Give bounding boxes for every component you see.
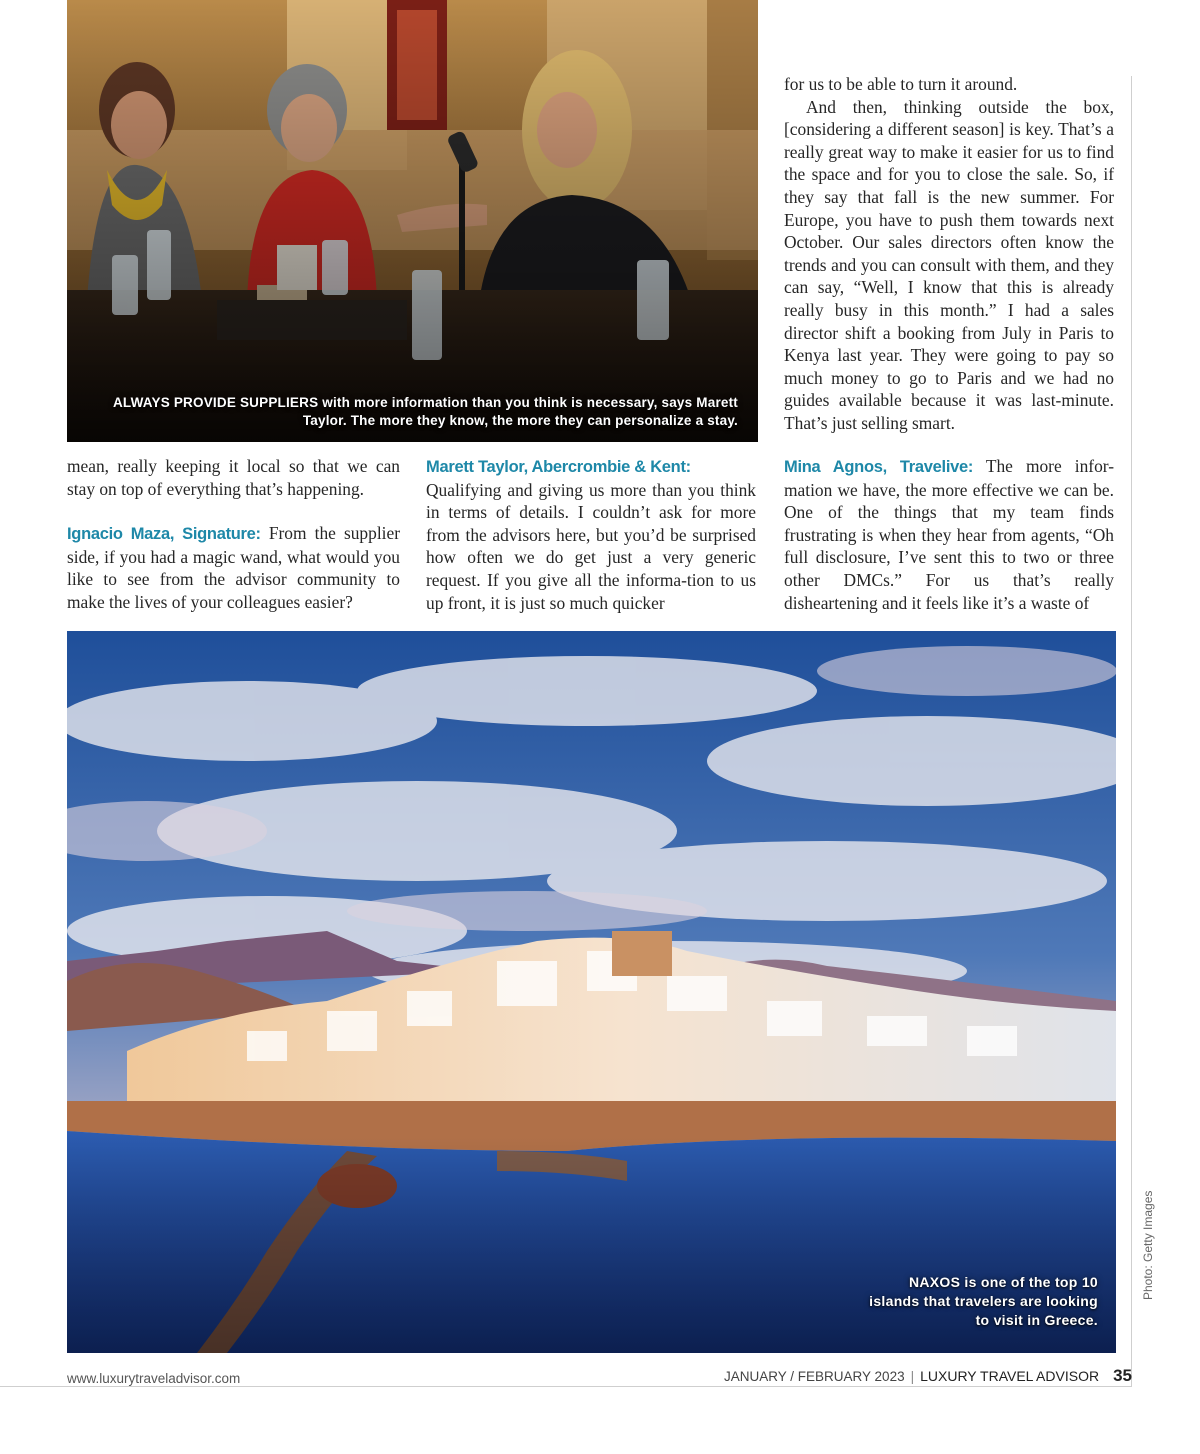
footer-rule — [0, 1386, 1132, 1387]
article-paragraph — [67, 522, 400, 613]
page-number: 35 — [1113, 1366, 1132, 1385]
article-column-1 — [67, 455, 400, 614]
footer-magazine-name: LUXURY TRAVEL ADVISOR — [920, 1368, 1100, 1384]
panel-discussion-photo — [67, 0, 758, 442]
article-column-2 — [426, 455, 756, 614]
speaker-text: Qualifying and giving us more than you think in terms of details. I couldn’t ask for more from the advisors here, but you’d be surprised how often we do get just a very generic request. If you give all the informa-tion to us up front, it is just so much quicker — [426, 479, 756, 613]
article-paragraph: And then, thinking outside the box, [considering a different season] is key. That’s a really great way to make it easier for us to find the space and for you to close the sale. So, if they say that fall is the new summer. For Europe, you have to push them towards next October. Our sales directors often know the trends and you can consult with them, and they can say, “Well, I know that this is already really busy in this month.” I had a sales director shift a booking from July in Paris to Kenya last year. They were going to pay so much money to go to Paris and we had no guides available because it was last-minute. That’s just selling smart. — [784, 96, 1114, 433]
caption-text: is one of the top 10 islands that travelers are looking to visit in Greece. — [869, 1274, 1098, 1328]
article-paragraph: for us to be able to turn it around. — [784, 74, 1018, 94]
panel-photo-illustration — [67, 0, 758, 442]
footer-date: JANUARY / FEBRUARY 2023 — [724, 1369, 905, 1384]
speaker-text: The more infor-mation we have, the more effective we can be. One of the things that my team finds frustrating is when they hear from agents, “Oh full disclosure, I’ve sent this to two or three other DMCs.” For us that’s really disheartening and it feels like it’s a waste of — [784, 456, 1115, 613]
article-paragraph — [426, 455, 756, 614]
speaker-name: Ignacio Maza, Signature: — [67, 525, 261, 544]
naxos-photo — [67, 631, 1116, 1353]
vertical-rule — [1131, 76, 1132, 1386]
article-paragraph: mean, really keeping it local so that we can stay on top of everything that’s happening. — [67, 456, 400, 499]
article-paragraph — [784, 455, 1114, 614]
footer-website: www.luxurytraveladvisor.com — [67, 1371, 241, 1386]
photo-caption — [868, 1273, 1098, 1330]
caption-lead: ALWAYS PROVIDE SUPPLIERS — [112, 395, 319, 410]
caption-lead: NAXOS — [908, 1274, 961, 1290]
photo-credit: Photo: Getty Images — [1141, 1190, 1155, 1300]
photo-caption — [78, 394, 738, 430]
footer-separator: | — [910, 1369, 915, 1384]
speaker-text: From the supplier side, if you had a magic wand, what would you like to see from the advisor community to make the lives of your colleagues easier? — [67, 523, 400, 612]
article-column-right-top — [784, 73, 1114, 435]
speaker-name: Marett Taylor, Abercrombie & Kent: — [426, 458, 691, 476]
footer-issue-info — [724, 1366, 1132, 1386]
naxos-photo-illustration — [67, 631, 1116, 1353]
speaker-name: Mina Agnos, Travelive: — [784, 458, 974, 476]
caption-text: with more information than you think is necessary, says Marett Taylor. The more they know, the more they can personalize a stay. — [302, 395, 738, 428]
article-column-3 — [784, 455, 1114, 614]
